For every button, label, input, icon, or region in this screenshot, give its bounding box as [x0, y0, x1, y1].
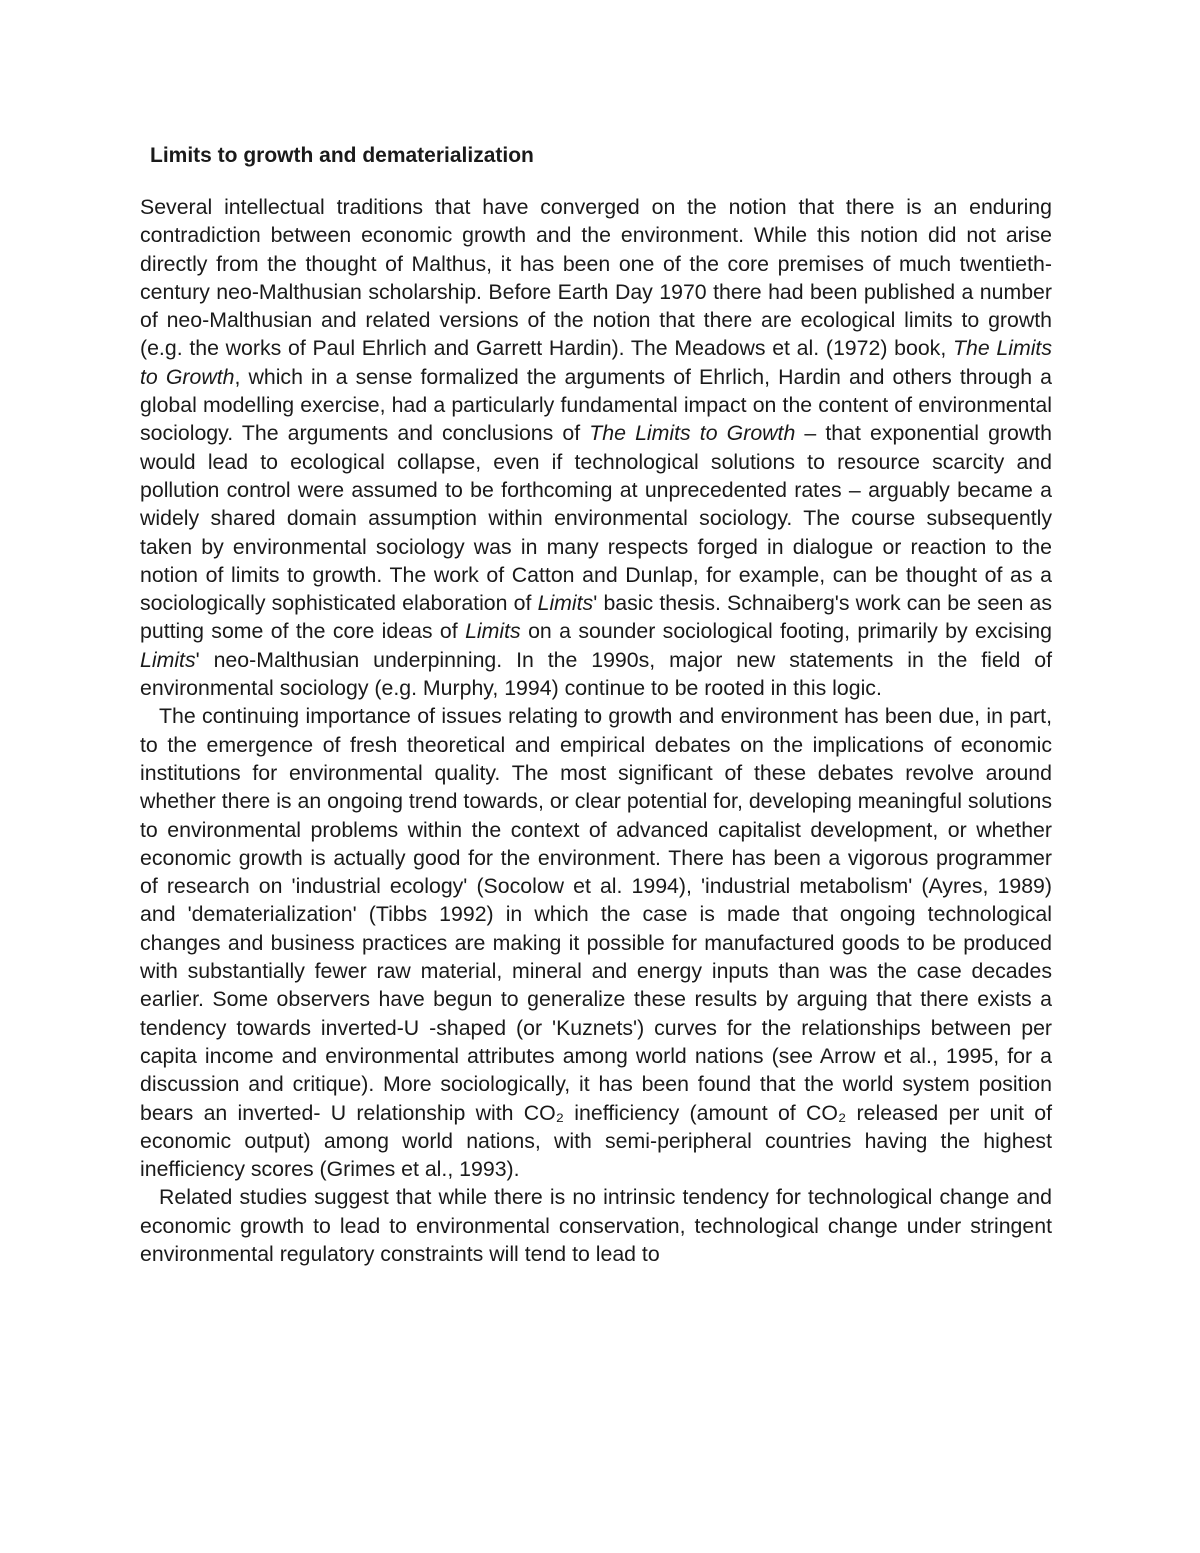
- document-page: [140, 140, 1052, 1268]
- paragraph-1: [140, 193, 1052, 702]
- document-title: Limits to growth and dematerialization: [150, 144, 534, 167]
- document-body: [140, 193, 1052, 1268]
- text-run: ' neo-Malthusian underpinning. In the 1990s, major new statements in the field of environmental sociology (e.g. Murphy, 1994) continue to be rooted in this logic.: [140, 647, 1052, 701]
- text-run: ' basic thesis. Schnaiberg's work can be seen as putting some of the core ideas of: [140, 591, 1052, 644]
- text-run: The continuing importance of issues relating to growth and environment has been due, in part, to the emergence of fresh theoretical and empirical debates on the implications of economic institutions for environmental quality. The most significant of these debates revolve around whether there is an ongoing trend towards, or clear potential for, developing meaningful solutions to environmental problems within the context of advanced capitalist development, or whether economic growth is actually good for the environment. There has been a vigorous programmer of research on 'industrial ecology' (Socolow et al. 1994), 'industrial metabolism' (Ayres, 1989) and 'dematerialization' (Tibbs 1992) in which the case is made that ongoing technological changes and business practices are making it possible for manufactured goods to be produced with substantially fewer raw material, mineral and energy inputs than was the case decades earlier. Some observers have begun to generalize these results by arguing that there exists a tendency towards inverted-U -shaped (or 'Kuznets') curves for the relationships between per capita income and environmental attributes among world nations (see Arrow et al., 1995, for a discussion and critique). More sociologically, it has been found that the world system position bears an inverted- U relationship with CO₂ inefficiency (amount of CO₂ released per unit of economic output) among world nations, with semi-peripheral countries having the highest inefficiency scores (Grimes et al., 1993).: [140, 704, 1052, 1182]
- book-title-italic: Limits: [140, 647, 196, 672]
- book-title-italic: The Limits to Growth: [140, 336, 1052, 389]
- paragraph-3: [140, 1183, 1052, 1268]
- text-run: Related studies suggest that while there is no intrinsic tendency for technological change and economic growth to lead to environmental conservation, technological change under stringent environmental regulatory constraints will tend to lead to: [140, 1185, 1052, 1266]
- text-run: , which in a sense formalized the arguments of Ehrlich, Hardin and others through a global modelling exercise, had a particularly fundamental impact on the content of environmental sociology. The arguments and conclusions of: [140, 364, 1052, 446]
- text-run: Several intellectual traditions that have converged on the notion that there is an enduring contradiction between economic growth and the environment. While this notion did not arise directly from the thought of Malthus, it has been one of the core premises of much twentieth-century neo-Malthusian scholarship. Before Earth Day 1970 there had been published a number of neo-Malthusian and related versions of the notion that there are ecological limits to growth (e.g. the works of Paul Ehrlich and Garrett Hardin). The Meadows et al. (1972) book,: [140, 195, 1052, 361]
- paragraph-2: [140, 702, 1052, 1183]
- book-title-italic: Limits: [537, 591, 594, 616]
- book-title-italic: The Limits to Growth: [589, 421, 796, 446]
- text-run: – that exponential growth would lead to ecological collapse, even if technological solutions to resource scarcity and pollution control were assumed to be forthcoming at unprecedented rates – arguably became a widely shared domain assumption within environmental sociology. The course subsequently taken by environmental sociology was in many respects forged in dialogue or reaction to the notion of limits to growth. The work of Catton and Dunlap, for example, can be thought of as a sociologically sophisticated elaboration of: [140, 421, 1052, 616]
- text-run: on a sounder sociological footing, primarily by excising: [520, 619, 1052, 644]
- book-title-italic: Limits: [465, 619, 521, 644]
